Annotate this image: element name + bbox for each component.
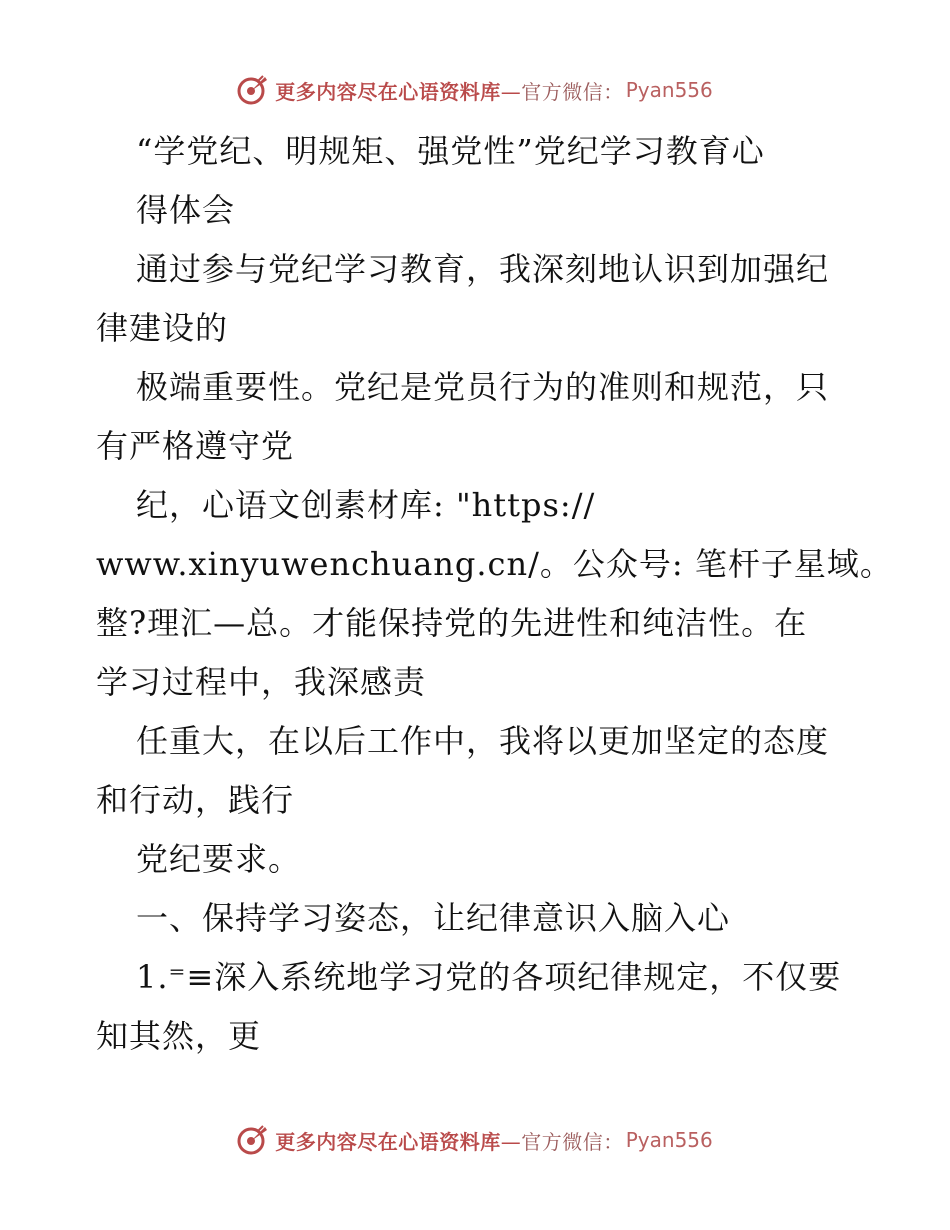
document-title-line-1: “学党纪、明规矩、强党性”党纪学习教育心 [136, 132, 765, 170]
header-watermark-dash: — [500, 79, 522, 104]
quill-seal-icon [237, 74, 269, 106]
paragraph-line: 任重大，在以后工作中，我将以更加坚定的态度 [136, 722, 830, 760]
paragraph-line: 党纪要求。 [136, 840, 302, 878]
paragraph-line: 和行动，践行 [96, 781, 295, 819]
header-watermark-id: Pyan556 [625, 78, 713, 102]
paragraph-line: 整?理汇—总。才能保持党的先进性和纯洁性。在 [96, 604, 808, 642]
header-watermark-text [275, 76, 624, 105]
footer-watermark-dash: — [500, 1129, 522, 1154]
footer-watermark [0, 1120, 950, 1160]
section-heading: 一、保持学习姿态，让纪律意识入脑入心 [136, 899, 731, 937]
paragraph-line: 通过参与党纪学习教育，我深刻地认识到加强纪 [136, 250, 830, 288]
paragraph-line: www.xinyuwenchuang.cn/。公众号: 笔杆子星域。 [96, 545, 893, 583]
header-watermark-red: 更多内容尽在心语资料库 [275, 79, 501, 104]
list-item-line: 知其然，更 [96, 1017, 262, 1055]
footer-watermark-text [275, 1126, 624, 1155]
document-body [96, 122, 893, 1066]
paragraph-line: 律建设的 [96, 309, 229, 347]
footer-watermark-id: Pyan556 [625, 1128, 713, 1152]
document-title-line-2: 得体会 [136, 191, 236, 229]
footer-watermark-label: 官方微信： [521, 1129, 624, 1154]
paragraph-line: 有严格遵守党 [96, 427, 295, 465]
list-item-line: 1.⁼≡深入系统地学习党的各项纪律规定，不仅要 [136, 958, 842, 996]
paragraph-line: 极端重要性。党纪是党员行为的准则和规范，只 [136, 368, 830, 406]
paragraph-line: 学习过程中，我深感责 [96, 663, 427, 701]
header-watermark [0, 70, 950, 110]
quill-seal-icon [237, 1124, 269, 1156]
footer-watermark-red: 更多内容尽在心语资料库 [275, 1129, 501, 1154]
paragraph-line: 纪，心语文创素材库: "https:// [136, 486, 596, 524]
header-watermark-label: 官方微信： [521, 79, 624, 104]
